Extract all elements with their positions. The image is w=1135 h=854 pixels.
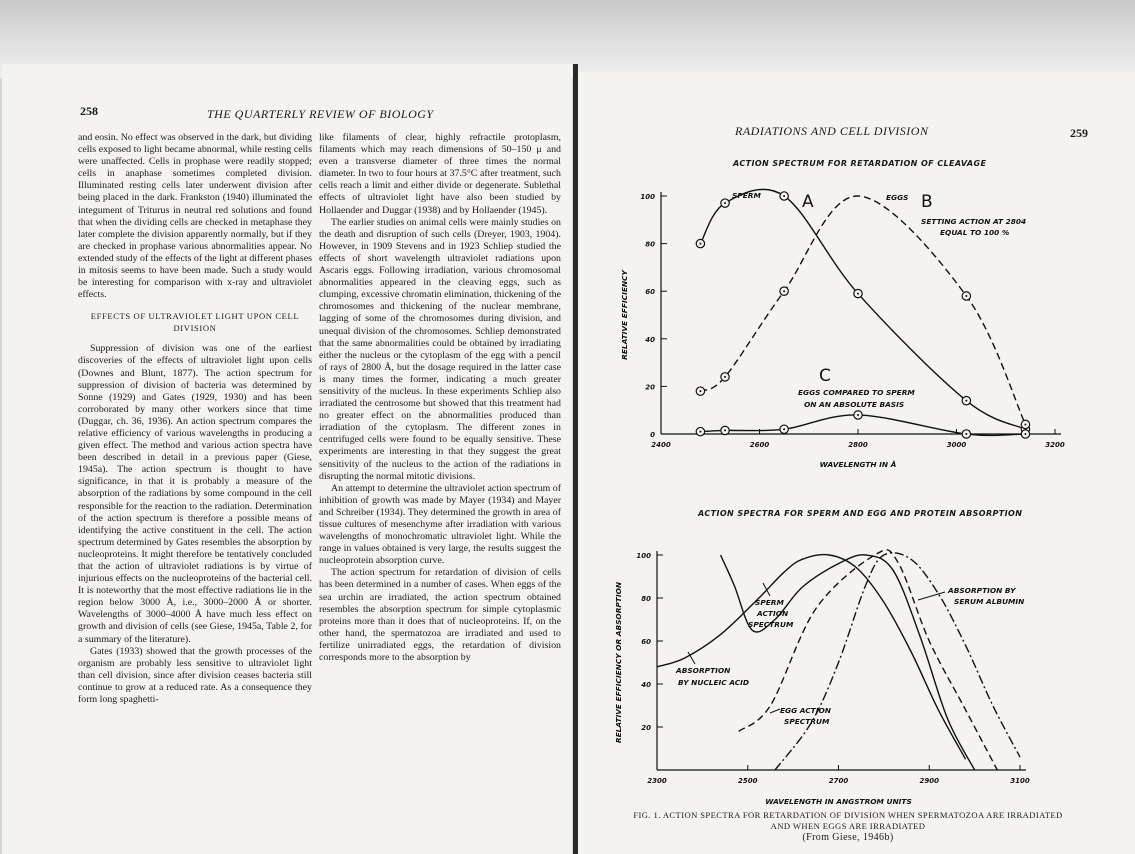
y-tick-label: 100 xyxy=(636,552,651,560)
x-tick-label: 3000 xyxy=(946,441,967,449)
chart-1-title: ACTION SPECTRUM FOR RETARDATION OF CLEAVAGE xyxy=(733,159,987,168)
annotation: EGGS COMPARED TO SPERM xyxy=(798,388,915,397)
caption-line: FIG. 1. ACTION SPECTRA FOR RETARDATION OF DIVISION WHEN SPERMATOZOA ARE IRRADIATED xyxy=(633,810,1063,820)
series-label-sperm: SPERM xyxy=(732,191,761,200)
series-line xyxy=(700,415,1025,435)
data-point-dot xyxy=(783,195,785,197)
series-label: ABSORPTION xyxy=(676,666,731,675)
label-leader xyxy=(770,709,780,713)
data-point-dot xyxy=(965,295,967,297)
data-point-dot xyxy=(724,376,726,378)
y-tick-label: 60 xyxy=(645,288,655,297)
data-point-dot xyxy=(857,414,859,416)
y-tick-label: 60 xyxy=(641,638,651,646)
series-label: BY NUCLEIC ACID xyxy=(678,678,750,687)
chart-1 xyxy=(620,189,1065,469)
y-tick-label: 80 xyxy=(641,595,651,603)
series-label-eggs: EGGS xyxy=(886,193,909,202)
running-head: THE QUARTERLY REVIEW OF BIOLOGY xyxy=(207,107,434,121)
series-line xyxy=(739,550,998,770)
series-label: SPECTRUM xyxy=(748,620,794,629)
y-axis-label: RELATIVE EFFICIENCY OR ABSORPTION xyxy=(614,581,623,744)
data-point-dot xyxy=(699,431,701,433)
x-tick-label: 2900 xyxy=(919,777,939,785)
data-point-dot xyxy=(965,433,967,435)
series-line xyxy=(721,555,975,770)
paragraph: An attempt to determine the ultraviolet action spectrum of inhibition of growth was made by Mayer (1934) and Mayer and Schreiber (1934). They determined the growth in area of tissue cultures of mesenchyme after irradiation with various wavelengths of monochromatic ultraviolet light. While the range in values obtained is very large, the results suggest the nucleoprotein absorption curve. xyxy=(319,482,561,567)
series-label: SPERM xyxy=(755,598,784,607)
paragraph: like filaments of clear, highly refractile protoplasm, filaments which may reach dimensions of 50–150 μ and even a transverse diameter of three times the normal diameter. In two to four hours at 37.5°C after treatment, such cells reach a limit and either divide or degenerate. Sublethal effects of ultraviolet light have also been studied by Hollaender and Duggar (1938) and by Hollaender (1945). xyxy=(319,132,561,216)
series-label: EGG ACTION xyxy=(780,706,831,715)
series-line xyxy=(657,555,966,760)
y-tick-label: 40 xyxy=(641,681,651,689)
x-axis-label: WAVELENGTH IN ANGSTROM UNITS xyxy=(765,797,912,806)
paragraph: and eosin. No effect was observed in the dark, but dividing cells exposed to light became abnormal, while resting cells were unaffected. Cells in prophase were readily stopped; cells in anaphase sometimes completed division. Illuminated resting cells later underwent division after being placed in the dark. Frankston (1940) illuminated the integument of Triturus in neutral red solutions and found that when the dividing cells are checked in metaphase they later complete the division apparently normally, but if they are checked in prophase various abnormalities appear. No extended study of the effects of the light at different phases in mitosis seems to have been made. Such a study would be interesting for comparison with x-ray and ultraviolet effects. xyxy=(78,132,312,301)
x-tick-label: 3100 xyxy=(1010,777,1030,785)
y-tick-label: 80 xyxy=(645,240,655,249)
x-tick-label: 2800 xyxy=(848,441,868,449)
chart-2 xyxy=(614,550,1030,806)
x-tick-label: 2600 xyxy=(749,441,770,449)
paragraph: Gates (1933) showed that the growth processes of the organism are probably less sensitive to ultraviolet light than cell division, since after division ceases bacteria still continue to grow at a reduced rate. As a consequence they form long spaghetti- xyxy=(78,645,312,706)
caption-line: AND WHEN EGGS ARE IRRADIATED xyxy=(770,821,926,831)
paragraph: Suppression of division was one of the earliest discoveries of the effects of ultraviolet light upon cells (Downes and Blunt, 1877). The action spectrum for suppression of division of bacteria was determined by Sonne (1929) and Gates (1929, 1930) and has been corroborated by many other workers since that time (Duggar, ch. 36, 1936). An action spectrum compares the relative efficiency of various wavelengths in producing a given effect. The method and various action spectra have been described in detail in a previous paper (Giese, 1945a). The action spectrum is thought to have significance, in that it is probably a measure of the absorption of the radiations by some compound in the cell responsible for the reaction to the radiation. Determination of the action spectrum is therefore a possible means of identifying the active constituent in the cell. The action spectrum determined by Gates resembles the absorption by nucleoproteins. It might therefore be tentatively concluded that the action of ultraviolet radiations is by virtue of injurious effects on the nucleoproteins of the bacterial cell. It is noteworthy that the most effective radiations lie in the region below 3000 Å, i.e., 3000–2000 Å or shorter. Wavelengths of 3000–4000 Å have much less effect on growth and division of cells (see Giese, 1945a, Table 2, for a summary of the literature). xyxy=(78,343,312,645)
paragraph: The action spectrum for retardation of division of cells has been determined in a number of cases. When eggs of the sea urchin are irradiated, the action spectrum obtained resembles the absorption spectrum for simple cytoplasmic proteins more than it does that of nucleoproteins. If, on the other hand, the spermatozoa are irradiated and used to fertilize unirradiated eggs, the retardation of division corresponds more to the absorption by xyxy=(319,567,561,664)
page-number: 259 xyxy=(1070,126,1088,140)
curve-letter-a: A xyxy=(802,192,814,212)
annotation: EQUAL TO 100 % xyxy=(940,228,1010,237)
x-tick-label: 2500 xyxy=(738,777,758,785)
y-tick-label: 100 xyxy=(640,193,655,201)
x-tick-label: 2700 xyxy=(828,777,849,785)
series-label: ACTION xyxy=(757,609,789,618)
section-heading: EFFECTS OF ULTRAVIOLET LIGHT UPON CELL DIVISION xyxy=(90,311,300,334)
curve-letter-b: B xyxy=(921,192,933,212)
x-axis-label: WAVELENGTH IN Å xyxy=(819,460,897,469)
y-tick-label: 40 xyxy=(645,335,655,344)
series-label: ABSORPTION BY xyxy=(948,586,1016,595)
x-tick-label: 2300 xyxy=(647,777,667,785)
data-point-dot xyxy=(783,290,785,292)
data-point-dot xyxy=(699,390,701,392)
x-tick-label: 2400 xyxy=(651,441,671,449)
chart-2-title: ACTION SPECTRA FOR SPERM AND EGG AND PROTEIN ABSORPTION xyxy=(698,509,1023,518)
series-label: SPECTRUM xyxy=(784,717,830,726)
data-point-dot xyxy=(699,243,701,245)
series-label: SERUM ALBUMIN xyxy=(954,597,1025,606)
y-tick-label: 20 xyxy=(641,724,651,732)
data-point-dot xyxy=(724,429,726,431)
curve-letter-c: C xyxy=(819,366,831,386)
data-point-dot xyxy=(783,428,785,430)
data-point-dot xyxy=(724,202,726,204)
paragraph: The earlier studies on animal cells were mainly studies on the death and disruption of such cells (Dreyer, 1903, 1904). However, in 1909 Stevens and in 1923 Schliep studied the effects of short wavelength ultraviolet radiations upon Ascaris eggs. Following irradiation, various chromosomal abnormalities appeared in the cleaving eggs, such as clumping, excessive chromatin elimination, thickening of the chromosomes and thickening of the nuclear membrane, lagging of some of the chromosomes during division, and unequal division of the chromosomes. Schliep demonstrated that the same abnormalities could be obtained by irradiating either the nucleus or the cytoplasm of the egg with a pencil of rays of 2800 Å, but the dosage required in the latter case is many times the former, indicating a much greater sensitivity of the nucleus. In these experiments Schliep also irradiated the centrosome but showed that this treatment had no greater effect on the abnormalities produced than irradiation of the cytoplasm. The different zones in centrifuged cells were found to be equally sensitive. These experiments are interesting in that they suggest the great sensitivity of the nucleus to the action of the radiations in disrupting the normal mitotic divisions. xyxy=(319,216,561,482)
data-point-dot xyxy=(1024,423,1026,425)
y-tick-label: 20 xyxy=(645,383,655,392)
data-point-dot xyxy=(1024,433,1026,435)
data-point-dot xyxy=(857,293,859,295)
label-leader xyxy=(763,583,770,596)
annotation: SETTING ACTION AT 2804 xyxy=(921,217,1027,226)
caption-credit: (From Giese, 1946b) xyxy=(802,832,894,843)
running-head: RADIATIONS AND CELL DIVISION xyxy=(735,124,929,138)
data-point-dot xyxy=(965,400,967,402)
annotation: ON AN ABSOLUTE BASIS xyxy=(804,400,905,409)
label-leader xyxy=(918,592,945,600)
y-tick-label: 0 xyxy=(650,431,655,439)
page-number: 258 xyxy=(80,104,98,118)
x-tick-label: 3200 xyxy=(1045,441,1065,449)
y-axis-label: RELATIVE EFFICIENCY xyxy=(620,270,629,360)
